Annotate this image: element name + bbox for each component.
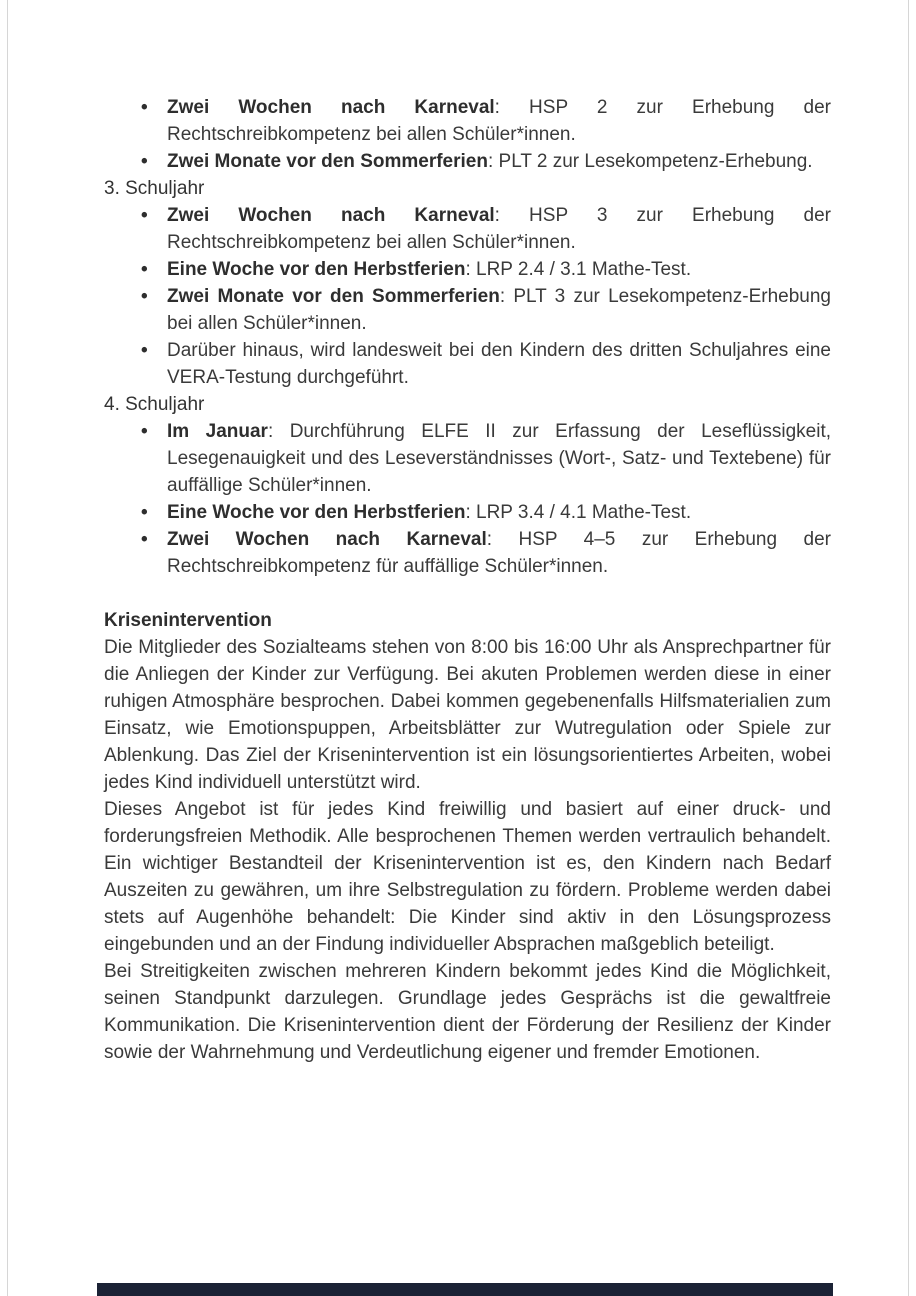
- heading-schuljahr-3: 3. Schuljahr: [104, 178, 205, 199]
- list-item-label: Zwei Wochen nach Karneval: [167, 205, 495, 226]
- list-item-text: Darüber hinaus, wird landesweit bei den Kindern des dritten Schuljahres eine VERA-Testung durchgeführt.: [167, 340, 831, 388]
- next-page-top-bar: [97, 1283, 833, 1296]
- list-item: [104, 499, 831, 526]
- list-item-text: : HSP 3 zur Erhebung der Rechtschreibkompetenz bei allen Schüler*innen.: [167, 205, 831, 253]
- list-item-label: Zwei Monate vor den Sommerferien: [167, 151, 488, 172]
- list-item-text: : LRP 2.4 / 3.1 Mathe-Test.: [465, 259, 692, 280]
- list-item-label: Im Januar: [167, 421, 268, 442]
- list-item-label: Eine Woche vor den Herbstferien: [167, 259, 466, 280]
- list-item: [104, 202, 831, 256]
- page-edge-right: [908, 0, 909, 1296]
- list-item: [104, 418, 831, 499]
- paragraph-krisenintervention-2: Dieses Angebot ist für jedes Kind freiwillig und basiert auf einer druck- und forderungsfreien Methodik. Alle besprochenen Themen werden vertraulich behandelt. Ein wichtiger Bestandteil der Krisenintervention ist es, den Kindern nach Bedarf Auszeiten zu gewähren, um ihre Selbstregulation zu fördern. Probleme werden dabei stets auf Augenhöhe behandelt: Die Kinder sind aktiv in den Lösungsprozess eingebunden und an der Findung individueller Absprachen maßgeblich beteiligt.: [104, 799, 831, 955]
- list-item-text: : HSP 2 zur Erhebung der Rechtschreibkompetenz bei allen Schüler*innen.: [167, 97, 831, 145]
- paragraph-krisenintervention-1: Die Mitglieder des Sozialteams stehen von 8:00 bis 16:00 Uhr als Ansprechpartner für die Anliegen der Kinder zur Verfügung. Bei akuten Problemen werden diese in einer ruhigen Atmosphäre besprochen. Dabei kommen gegebenenfalls Hilfsmaterialien zum Einsatz, wie Emotionspuppen, Arbeitsblätter zur Wutregulation oder Spiele zur Ablenkung. Das Ziel der Krisenintervention ist ein lösungsorientiertes Arbeiten, wobei jedes Kind individuell unterstützt wird.: [104, 637, 831, 793]
- list-item: [104, 337, 831, 391]
- list-item: [104, 94, 831, 148]
- list-item-label: Eine Woche vor den Herbstferien: [167, 502, 466, 523]
- list-item-text: : Durchführung ELFE II zur Erfassung der Leseflüssigkeit, Lesegenauigkeit und des Leseverständnisses (Wort-, Satz- und Textebene) für auffällige Schüler*innen.: [167, 421, 831, 496]
- list-item: [104, 256, 831, 283]
- heading-schuljahr-4: 4. Schuljahr: [104, 394, 205, 415]
- paragraph-krisenintervention-3: Bei Streitigkeiten zwischen mehreren Kindern bekommt jedes Kind die Möglichkeit, seinen Standpunkt darzulegen. Grundlage jedes Gesprächs ist die gewaltfreie Kommunikation. Die Krisenintervention dient der Förderung der Resilienz der Kinder sowie der Wahrnehmung und Verdeutlichung eigener und fremder Emotionen.: [104, 961, 831, 1063]
- carryover-bullet-list: [104, 94, 831, 175]
- schuljahr-3-bullet-list: [104, 202, 831, 391]
- list-item-text: : LRP 3.4 / 4.1 Mathe-Test.: [465, 502, 692, 523]
- list-item: [104, 148, 831, 175]
- list-item-label: Zwei Monate vor den Sommerferien: [167, 286, 500, 307]
- list-item-text: : PLT 3 zur Lesekompetenz-Erhebung bei allen Schüler*innen.: [167, 286, 831, 334]
- list-item: [104, 283, 831, 337]
- list-item-label: Zwei Wochen nach Karneval: [167, 529, 487, 550]
- list-item-text: : PLT 2 zur Lesekompetenz-Erhebung.: [487, 151, 813, 172]
- document-page-content: [104, 94, 831, 1066]
- list-item-text: : HSP 4–5 zur Erhebung der Rechtschreibkompetenz für auffällige Schüler*innen.: [167, 529, 831, 577]
- list-item-label: Zwei Wochen nach Karneval: [167, 97, 495, 118]
- heading-krisenintervention: Krisenintervention: [104, 610, 272, 631]
- page-edge-left: [7, 0, 8, 1296]
- schuljahr-4-bullet-list: [104, 418, 831, 580]
- list-item: [104, 526, 831, 580]
